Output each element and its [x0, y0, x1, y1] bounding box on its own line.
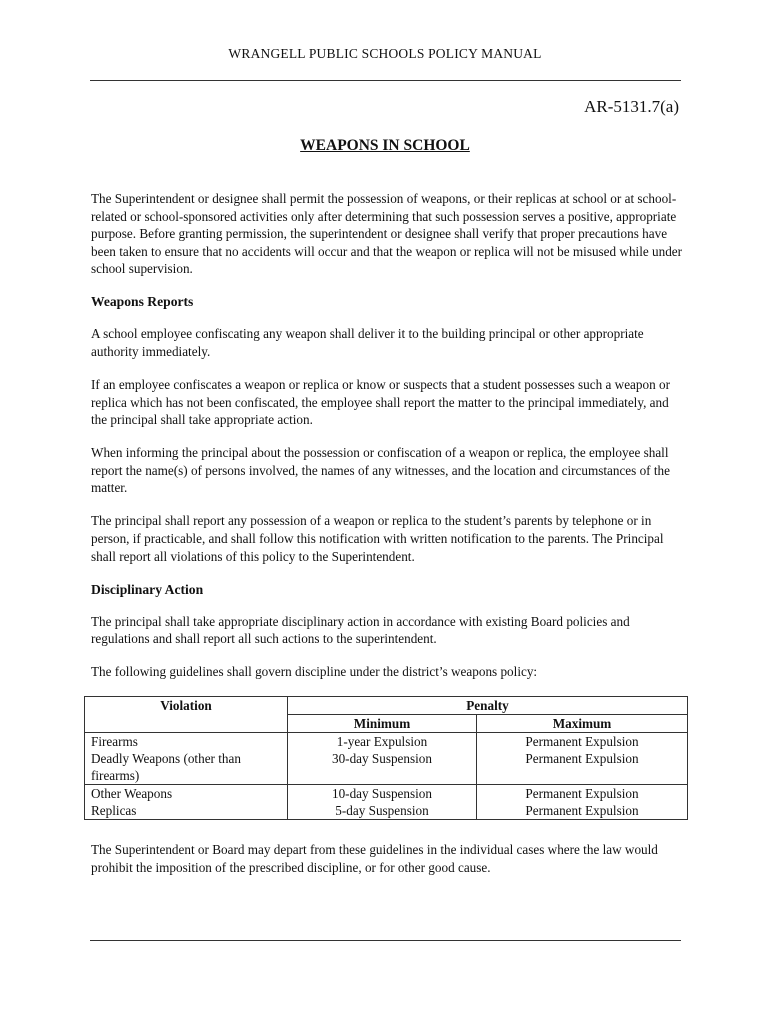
minimum-cell: 30-day Suspension — [288, 750, 477, 785]
disciplinary-action-heading: Disciplinary Action — [91, 581, 204, 597]
minimum-cell: 5-day Suspension — [288, 802, 477, 820]
maximum-cell: Permanent Expulsion — [476, 785, 687, 803]
weapons-reports-paragraph: A school employee confiscating any weapon shall deliver it to the building principal or other appropriate authority immediately. — [91, 326, 644, 360]
violation-cell: Replicas — [85, 802, 288, 820]
weapons-reports-heading: Weapons Reports — [91, 294, 194, 310]
table-row — [85, 802, 688, 820]
maximum-cell: Permanent Expulsion — [476, 733, 687, 751]
maximum-cell: Permanent Expulsion — [476, 750, 687, 785]
maximum-cell: Permanent Expulsion — [476, 802, 687, 820]
discipline-table — [84, 696, 688, 820]
header-maximum: Maximum — [476, 715, 687, 733]
violation-cell: Deadly Weapons (other than firearms) — [85, 750, 288, 785]
table-row — [85, 785, 688, 803]
policy-code: AR-5131.7(a) — [584, 97, 679, 116]
footer-rule — [90, 940, 681, 941]
header-violation: Violation — [85, 697, 288, 733]
closing-paragraph: The Superintendent or Board may depart from these guidelines in the individual cases where the law would prohibit the imposition of the prescribed discipline, or for other good cause. — [91, 842, 658, 875]
weapons-reports-paragraph: If an employee confiscates a weapon or replica or know or suspects that a student possesses such a weapon or replica which has not been confiscated, the employee shall report the matter to the principal immediately, and the principal shall take appropriate action. — [91, 377, 670, 428]
header-penalty: Penalty — [288, 697, 688, 715]
header-minimum: Minimum — [288, 715, 477, 733]
weapons-reports-paragraph: The principal shall report any possession of a weapon or replica to the student’s parents by telephone or in person, if practicable, and shall follow this notification with written notification to the parents. The Principal shall report all violations of this policy to the Superintendent. — [91, 513, 664, 564]
page-title: WEAPONS IN SCHOOL — [300, 137, 470, 154]
violation-cell: Other Weapons — [85, 785, 288, 803]
table-row — [85, 750, 688, 785]
header-rule — [90, 80, 681, 81]
weapons-reports-paragraph: When informing the principal about the possession or confiscation of a weapon or replica, the employee shall report the name(s) of persons involved, the names of any witnesses, and the location and circumstances of the matter. — [91, 445, 670, 496]
minimum-cell: 10-day Suspension — [288, 785, 477, 803]
document-body — [91, 190, 683, 892]
table-row — [85, 733, 688, 751]
violation-cell: Firearms — [85, 733, 288, 751]
manual-header: WRANGELL PUBLIC SCHOOLS POLICY MANUAL — [228, 46, 542, 61]
intro-paragraph: The Superintendent or designee shall permit the possession of weapons, or their replicas at school or at school-related or school-sponsored activities only after determining that such possession serves a positive, appropriate purpose. Before granting permission, the superintendent or designee shall verify that proper precautions have been taken to ensure that no accidents will occur and that the weapon or replica will not be misused while under school supervision. — [91, 191, 683, 277]
minimum-cell: 1-year Expulsion — [288, 733, 477, 751]
disciplinary-action-paragraph: The principal shall take appropriate disciplinary action in accordance with existing Board policies and regulations and shall report all such actions to the superintendent. — [91, 613, 630, 647]
disciplinary-action-paragraph: The following guidelines shall govern discipline under the district’s weapons policy: — [91, 664, 538, 680]
